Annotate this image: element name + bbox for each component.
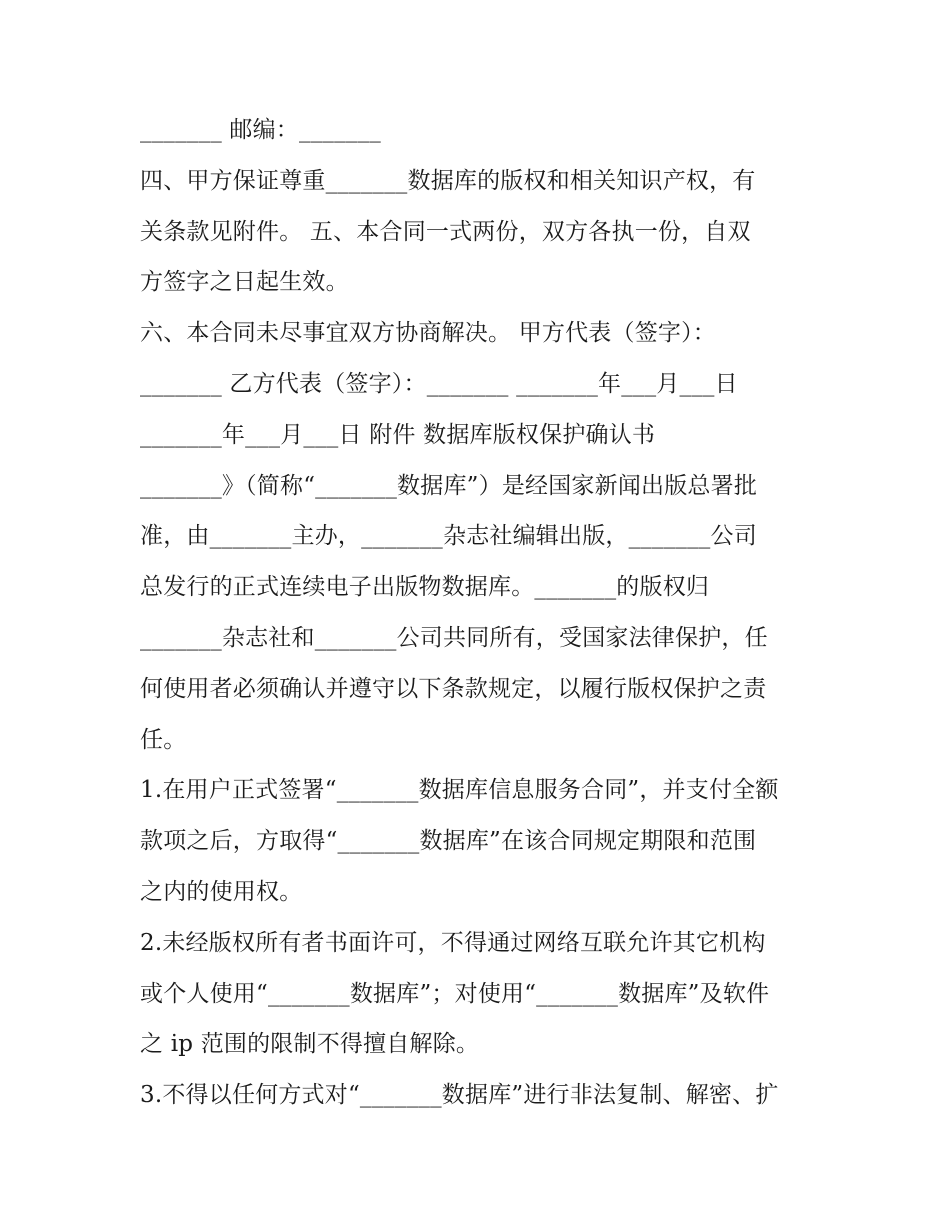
- text-line-term-1b: 款项之后，方取得“_______数据库”在该合同规定期限和范围: [140, 828, 757, 855]
- text-line-clause-4: 四、甲方保证尊重_______数据库的版权和相关知识产权，有: [140, 167, 756, 194]
- text-line-signature-b: _______ 乙方代表（签字）：_______ _______年___月___日: [140, 370, 738, 397]
- text-line-annex-3: 总发行的正式连续电子出版物数据库。_______的版权归: [140, 574, 710, 601]
- text-line-annex-5: 何使用者必须确认并遵守以下条款规定，以履行版权保护之责: [140, 675, 767, 702]
- text-line-annex-title: _______年___月___日 附件 数据库版权保护确认书: [140, 421, 656, 448]
- text-line-annex-6: 任。: [140, 726, 187, 753]
- text-line-annex-2: 准，由_______主办，_______杂志社编辑出版，_______公司: [140, 523, 757, 550]
- text-line-term-2a: 2.未经版权所有者书面许可，不得通过网络互联允许其它机构: [140, 929, 766, 956]
- text-line-annex-1: _______》（简称“_______数据库”）是经国家新闻出版总署批: [140, 472, 758, 499]
- text-line-term-1c: 之内的使用权。: [140, 878, 303, 905]
- text-line-clause-5: 关条款见附件。 五、本合同一式两份，双方各执一份，自双: [140, 218, 751, 245]
- text-line-annex-4: _______杂志社和_______公司共同所有，受国家法律保护，任: [140, 624, 768, 651]
- text-line-term-2b: 或个人使用“_______数据库”；对使用“_______数据库”及软件: [140, 980, 770, 1007]
- text-line-clause-6: 六、本合同未尽事宜双方协商解决。 甲方代表（签字）：: [140, 320, 717, 347]
- text-line-postcode: _______ 邮编：_______: [140, 117, 381, 143]
- text-line-term-2c: 之 ip 范围的限制不得擅自解除。: [140, 1031, 480, 1058]
- text-line-effective: 方签字之日起生效。: [140, 269, 349, 296]
- text-line-term-1a: 1.在用户正式签署“_______数据库信息服务合同”，并支付全额: [140, 777, 779, 804]
- text-line-term-3a: 3.不得以任何方式对“_______数据库”进行非法复制、解密、扩: [140, 1082, 779, 1109]
- document-body: [140, 105, 820, 1121]
